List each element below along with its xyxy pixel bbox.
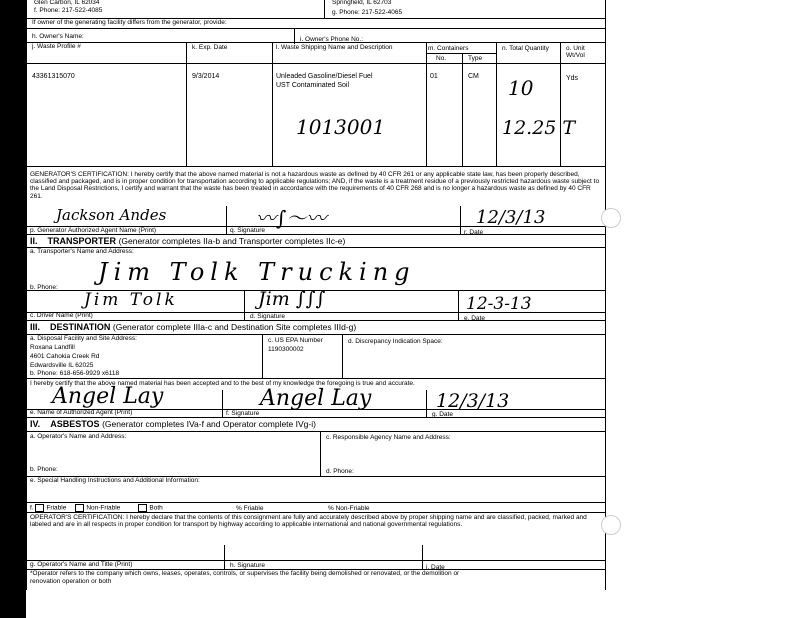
destination-agent-handwritten: Angel Lay (52, 384, 164, 409)
divider (26, 234, 606, 235)
manifest-number-handwritten: 1013001 (296, 115, 386, 139)
destination-date-label: g. Date (432, 411, 453, 418)
asbestos-title: ASBESTOS (50, 419, 100, 429)
driver-sig-label: d. Signature (250, 313, 286, 320)
generator-agent-handwritten: Jackson Andes (56, 206, 167, 224)
generator-agent-label: p. Generator Authorized Agent Name (Print) (30, 227, 157, 234)
divider (226, 206, 227, 234)
owner-phone: g. Phone: 217-522-4065 (332, 9, 403, 16)
operator-phone-label: b. Phone: (30, 466, 58, 473)
divider (426, 53, 496, 54)
divider (26, 166, 606, 167)
col-no-header: No. (436, 55, 447, 62)
divider (26, 417, 606, 418)
destination-title: DESTINATION (50, 322, 111, 332)
operator-certification: OPERATOR'S CERTIFICATION: I hereby declare that the contents of this consignment are fully and accurately described above by proper shipping name and are classified, packed, marked and labeled and are in all respects in proper condition for transport by highway according to applicable international and national governmental regulations. (30, 514, 587, 529)
operator-sig-label: h. Signature (230, 562, 266, 569)
divider (222, 390, 223, 417)
transport-date-label: e. Date (464, 315, 485, 322)
discrepancy-label: d. Discrepancy Indication Space: (348, 338, 443, 345)
driver-name-handwritten: Jim Tolk (84, 290, 178, 310)
destination-agent-label: e. Name of Authorized Agent (Print) (30, 409, 133, 416)
special-handling-label: e. Special Handling Instructions and Additional Information: (30, 477, 200, 484)
operator-footnote-1: *Operator refers to the company which owns, leases, operates, controls, or supervises the facility being demolished or renovated, or the demolition or (30, 570, 460, 577)
divider (426, 390, 427, 417)
col-quantity-header: n. Total Quantity (502, 45, 549, 52)
friable-checkbox[interactable] (35, 504, 44, 512)
facility-label: a. Disposal Facility and Site Address: (30, 335, 137, 342)
generator-signature: 〰∫〜〰 (256, 206, 327, 230)
destination-subtitle: (Generator complete IIIa-c and Destination Site completes IIId-g) (112, 322, 357, 332)
destination-roman: III. (30, 322, 41, 332)
col-shipping-header: l. Waste Shipping Name and Description (276, 44, 393, 51)
divider (26, 28, 606, 29)
transporter-subtitle: (Generator completes IIa-b and Transporter completes IIc-e) (118, 236, 346, 246)
destination-signature: Angel Lay (260, 386, 372, 411)
transporter-phone-label: b. Phone: (30, 284, 58, 291)
divider (244, 290, 245, 320)
asbestos-section-header (30, 419, 316, 429)
divider (320, 431, 321, 477)
divider (462, 53, 463, 166)
pct-non-friable-label: % Non-Friable (328, 505, 370, 512)
operator-footnote-2: renovation operation or both (30, 578, 112, 585)
divider (224, 545, 225, 569)
owner-city: Springfield, IL 62703 (332, 0, 392, 6)
destination-sig-label: f. Signature (226, 410, 260, 417)
facility-name: Roxana Landfill (30, 344, 75, 351)
operator-label: a. Operator's Name and Address: (30, 433, 127, 440)
divider (272, 42, 273, 166)
waste-shipping-name-1: Unleaded Gasoline/Diesel Fuel (276, 73, 373, 80)
divider (342, 334, 343, 378)
epa-label: c. US EPA Number (268, 337, 323, 344)
non-friable-checkbox[interactable] (75, 504, 84, 512)
generator-certification: GENERATOR'S CERTIFICATION: I hereby certify that the above named material is not a hazardous waste as defined by 40 CFR 261 or any applicable state law, has been properly described, classified and packaged, and is in proper condition for transportation according to applicable regulations; AND, if the waste is a treatment residue of a previously restricted hazardous waste subject to the Land Disposal Restrictions, I certify and warrant that the waste has been treated in accordance with the requirements of 40 CFR 268 and is no longer a hazardous waste as defined by 40 CFR 261. (30, 171, 600, 200)
transporter-name-label: a. Transporter's Name and Address: (30, 248, 134, 255)
transporter-section-header (30, 236, 345, 246)
operator-name-label: g. Operator's Name and Title (Print) (30, 561, 133, 568)
generator-sig-label: q. Signature (230, 227, 266, 234)
divider (26, 502, 606, 503)
driver-name-label: c. Driver Name (Print) (30, 312, 93, 319)
epa-number: 1190300002 (268, 346, 304, 353)
waste-shipping-name-2: UST Contaminated Soil (276, 82, 350, 89)
both-label: Both (149, 504, 163, 512)
transporter-name-handwritten: Jim Tolk Trucking (98, 258, 416, 286)
both-checkbox[interactable] (138, 504, 147, 512)
asbestos-subtitle: (Generator completes IVa-f and Operator complete IVg-i) (102, 419, 316, 429)
divider (26, 512, 606, 513)
generator-phone: f. Phone: 217-522-4085 (34, 7, 103, 14)
divider (26, 63, 606, 64)
container-no: 01 (430, 73, 438, 80)
driver-signature: Jim ∫∫∫ (258, 288, 326, 310)
owner-phone-label: i. Owner's Phone No.: (300, 36, 364, 43)
generator-date-handwritten: 12/3/13 (476, 207, 546, 228)
col-profile-header: j. Waste Profile # (32, 43, 81, 50)
non-friable-label: Non-Friable (86, 504, 121, 512)
divider (26, 431, 606, 432)
operator-date-label: i. Date (426, 564, 445, 571)
weight-handwritten: 12.25 T (502, 117, 576, 139)
quantity-handwritten: 10 (508, 76, 534, 100)
facility-phone: b. Phone: 618-656-9929 x6118 (30, 370, 120, 377)
divider (426, 42, 427, 166)
col-containers-header: m. Containers (428, 45, 469, 52)
owner-name-label: h. Owner's Name: (32, 33, 84, 40)
divider (26, 42, 606, 43)
col-type-header: Type (468, 55, 483, 62)
destination-section-header (30, 322, 356, 332)
destination-certification: I hereby certify that the above named material has been accepted and to the best of my knowledge the foregoing is true and accurate. (30, 380, 415, 387)
transporter-roman: II. (30, 236, 38, 246)
waste-profile-number: 43361315070 (32, 73, 75, 80)
divider (422, 545, 423, 569)
agency-label: c. Responsible Agency Name and Address: (326, 434, 451, 441)
divider (262, 334, 263, 378)
generator-date-label: r. Date (464, 229, 484, 236)
friable-label: Friable (46, 504, 67, 512)
waste-manifest-form (26, 0, 606, 590)
generator-city: Glen Carbon, IL 62034 (34, 0, 100, 6)
divider (460, 206, 461, 234)
waste-exp-date: 9/3/2014 (192, 73, 220, 80)
friability-row (30, 504, 163, 512)
divider (26, 312, 606, 313)
agency-phone-label: d. Phone: (326, 468, 354, 475)
facility-street: 4601 Cahokia Creek Rd (30, 353, 100, 360)
divider (458, 290, 459, 320)
owner-differs-note: If owner of the generating facility differs from the generator, provide: (32, 19, 227, 26)
divider (324, 0, 325, 18)
destination-date-handwritten: 12/3/13 (436, 390, 510, 412)
divider (26, 378, 606, 379)
friability-f-label: f. (30, 504, 34, 512)
divider (186, 42, 187, 166)
transporter-title: TRANSPORTER (47, 236, 117, 246)
divider (26, 320, 606, 321)
scan-border-left (0, 0, 26, 618)
transport-date-handwritten: 12-3-13 (466, 294, 532, 314)
asbestos-roman: IV. (30, 419, 41, 429)
unit-value: Yds (566, 75, 579, 82)
divider (560, 42, 561, 166)
binder-hole-bottom (601, 515, 621, 535)
binder-hole-top (601, 208, 621, 228)
col-exp-date-header: k. Exp. Date (192, 44, 228, 51)
col-unit-header: o. Unit Wt/Vol (566, 45, 585, 59)
divider (496, 42, 497, 166)
facility-city: Edwardsville IL 62025 (30, 362, 94, 369)
pct-friable-label: % Friable (236, 505, 264, 512)
container-type: CM (468, 73, 479, 80)
